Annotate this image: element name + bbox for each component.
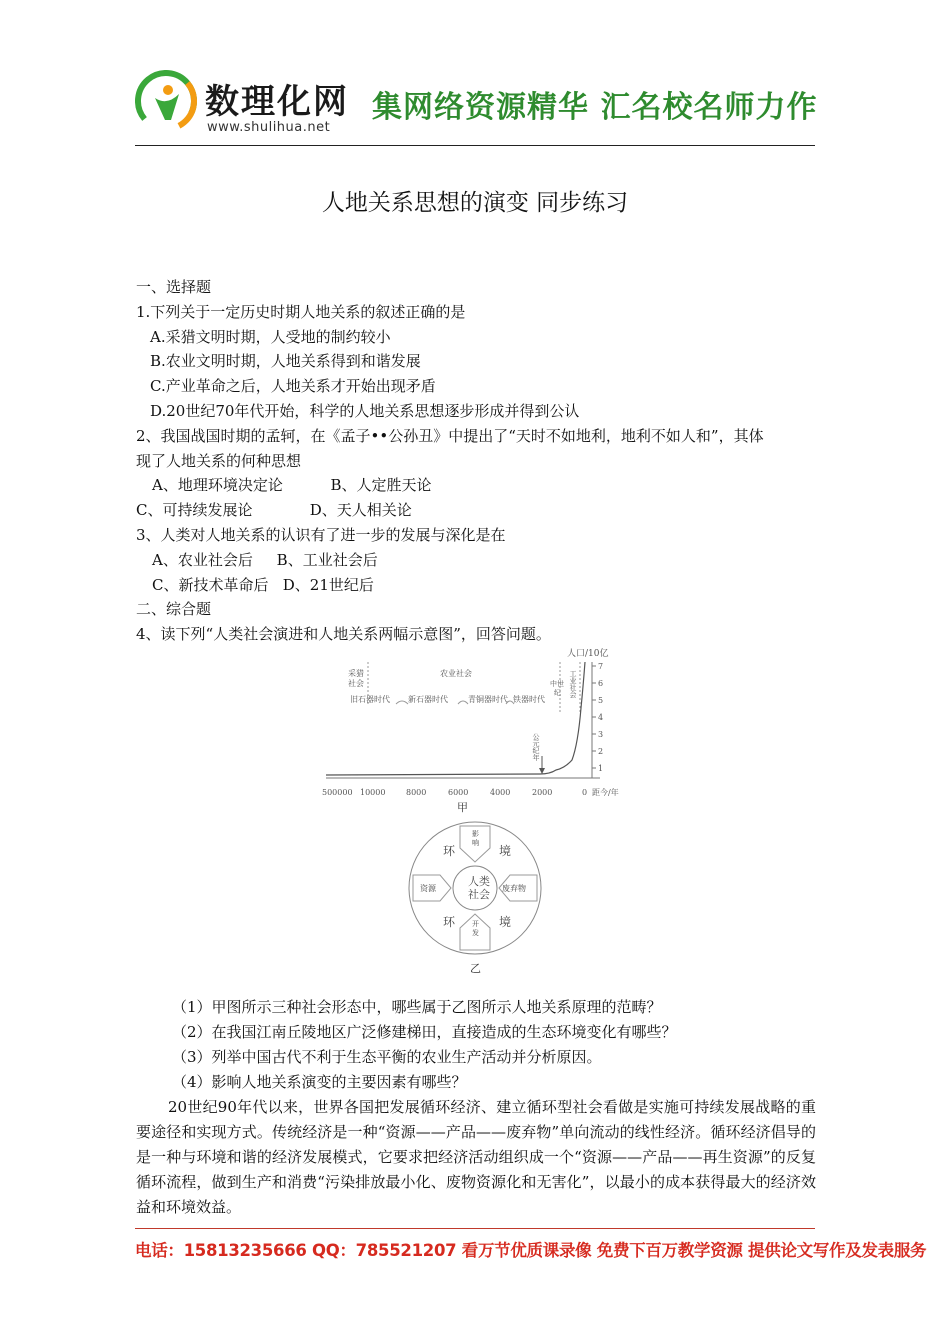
x-tick-label: 8000 bbox=[406, 788, 427, 797]
header-slogan: 集网络资源精华 汇名校名师力作 bbox=[372, 90, 818, 125]
sub-question: （1）甲图所示三种社会形态中，哪些属于乙图所示人地关系原理的范畴？ bbox=[172, 998, 662, 1016]
middle-ages-label: 中世纪 bbox=[550, 680, 564, 697]
x-tick-label: 2000 bbox=[532, 788, 553, 797]
logo-url[interactable]: www.shulihua.net bbox=[207, 120, 331, 135]
section-heading: 二、综合题 bbox=[136, 600, 212, 619]
question-stem: 4、读下列“人类社会演进和人地关系两幅示意图”，回答问题。 bbox=[136, 625, 551, 644]
top-label: 影响 bbox=[472, 830, 479, 847]
x-tick-label: 500000 bbox=[322, 788, 353, 797]
option-row: C、可持续发展论 D、天人相关论 bbox=[136, 501, 412, 520]
society-industry-label: 工业社会 bbox=[569, 670, 577, 698]
sub-questions bbox=[136, 995, 816, 1220]
option-row: A、农业社会后 B、工业社会后 bbox=[152, 550, 378, 569]
question-stem: 3、人类对人地关系的认识有了进一步的发展与深化是在 bbox=[136, 525, 506, 544]
page-title: 人地关系思想的演变 同步练习 bbox=[321, 190, 629, 216]
y-tick-label: 7 bbox=[598, 662, 604, 671]
question-stem-cont: 现了人地关系的何种思想 bbox=[136, 451, 302, 470]
env-label: 境 bbox=[499, 844, 512, 858]
y-axis-label: 人口/10亿 bbox=[567, 649, 609, 659]
y-tick-label: 4 bbox=[598, 713, 604, 722]
y-tick-label: 3 bbox=[598, 730, 604, 739]
env-label: 境 bbox=[499, 915, 512, 929]
x-tick-label: 10000 bbox=[360, 788, 386, 797]
option-row: C、新技术革命后 D、21世纪后 bbox=[152, 575, 374, 594]
env-label: 环 bbox=[443, 844, 456, 858]
center-label-1: 人类 bbox=[468, 875, 490, 888]
option: C.产业革命之后，人地关系才开始出现矛盾 bbox=[150, 377, 436, 396]
y-tick-label: 6 bbox=[598, 679, 604, 688]
header-divider bbox=[135, 145, 815, 146]
x-tick-label: 6000 bbox=[448, 788, 469, 797]
figure-yi bbox=[409, 822, 541, 975]
society-agri-label: 农业社会 bbox=[440, 669, 472, 678]
option: B.农业文明时期，人地关系得到和谐发展 bbox=[150, 352, 421, 371]
y-tick-label: 1 bbox=[598, 764, 604, 773]
x-tick-label: 0 bbox=[582, 788, 588, 797]
left-label: 资源 bbox=[420, 884, 436, 893]
site-header bbox=[135, 68, 818, 146]
figure-svg bbox=[310, 648, 640, 978]
figure-yi-caption: 乙 bbox=[470, 962, 481, 975]
footer-contact: 电话：15813235666 QQ：785521207 看万节优质课录像 免费下百万教学资源 提供论文写作及发表服务 bbox=[135, 1241, 927, 1260]
y-tick-label: 5 bbox=[598, 696, 604, 705]
era-old-stone: 旧石器时代 bbox=[350, 695, 390, 704]
env-label: 环 bbox=[443, 915, 456, 929]
right-label: 废弃物 bbox=[502, 884, 526, 893]
era-new-stone: 新石器时代 bbox=[408, 695, 448, 704]
sub-question: （2）在我国江南丘陵地区广泛修建梯田，直接造成的生态环境变化有哪些？ bbox=[172, 1023, 677, 1041]
question-stem: 1.下列关于一定历史时期人地关系的叙述正确的是 bbox=[136, 302, 466, 321]
footer-divider bbox=[135, 1228, 815, 1229]
era-bronze: 青铜器时代 bbox=[468, 695, 508, 704]
y-ticks bbox=[592, 662, 603, 773]
logo-icon bbox=[135, 70, 197, 132]
question-stem: 2、我国战国时期的孟轲，在《孟子••公孙丑》中提出了“天时不如地利，地利不如人和”，其体 bbox=[136, 426, 764, 445]
logo-name: 数理化网 bbox=[205, 82, 349, 122]
sub-question: （3）列举中国古代不利于生态平衡的农业生产活动并分析原因。 bbox=[172, 1048, 602, 1066]
x-ticks bbox=[322, 787, 619, 797]
y-tick-label: 2 bbox=[598, 747, 604, 756]
x-axis-unit: 距今/年 bbox=[592, 788, 619, 797]
option: A.采猎文明时期，人受地的制约较小 bbox=[150, 327, 391, 346]
exercise-body bbox=[136, 275, 816, 647]
option-row: A、地理环境决定论 B、人定胜天论 bbox=[152, 476, 432, 495]
ad-start-label: 公元纪年 bbox=[532, 733, 540, 761]
figure-diagrams bbox=[310, 648, 640, 978]
x-tick-label: 4000 bbox=[490, 788, 511, 797]
option: D.20世纪70年代开始，科学的人地关系思想逐步形成并得到公认 bbox=[150, 401, 580, 420]
center-label-2: 社会 bbox=[468, 888, 490, 901]
population-curve bbox=[326, 662, 585, 775]
reading-paragraph: 20世纪90年代以来，世界各国把发展循环经济、建立循环型社会看做是实施可持续发展战略的重要途径和实现方式。传统经济是一种“资源——产品——废弃物”单向流动的线性经济。循环经济倡导的是一种与环境和谐的经济发展模式，它要求把经济活动组织成一个“资源——产品——再生资源”的反复循环流程，做到生产和消费“污染排放最小化、废物资源化和无害化”，以最小的成本获得最大的经济效益和环境效益。 bbox=[136, 1098, 816, 1216]
section-heading: 一、选择题 bbox=[136, 278, 212, 296]
figure-jia bbox=[322, 648, 619, 814]
society-hunting-label: 采猎社会 bbox=[348, 669, 364, 688]
bottom-label: 开发 bbox=[472, 920, 479, 937]
sub-question: （4）影响人地关系演变的主要因素有哪些？ bbox=[172, 1073, 467, 1091]
era-iron: 铁器时代 bbox=[513, 695, 545, 704]
figure-jia-caption: 甲 bbox=[457, 801, 468, 814]
